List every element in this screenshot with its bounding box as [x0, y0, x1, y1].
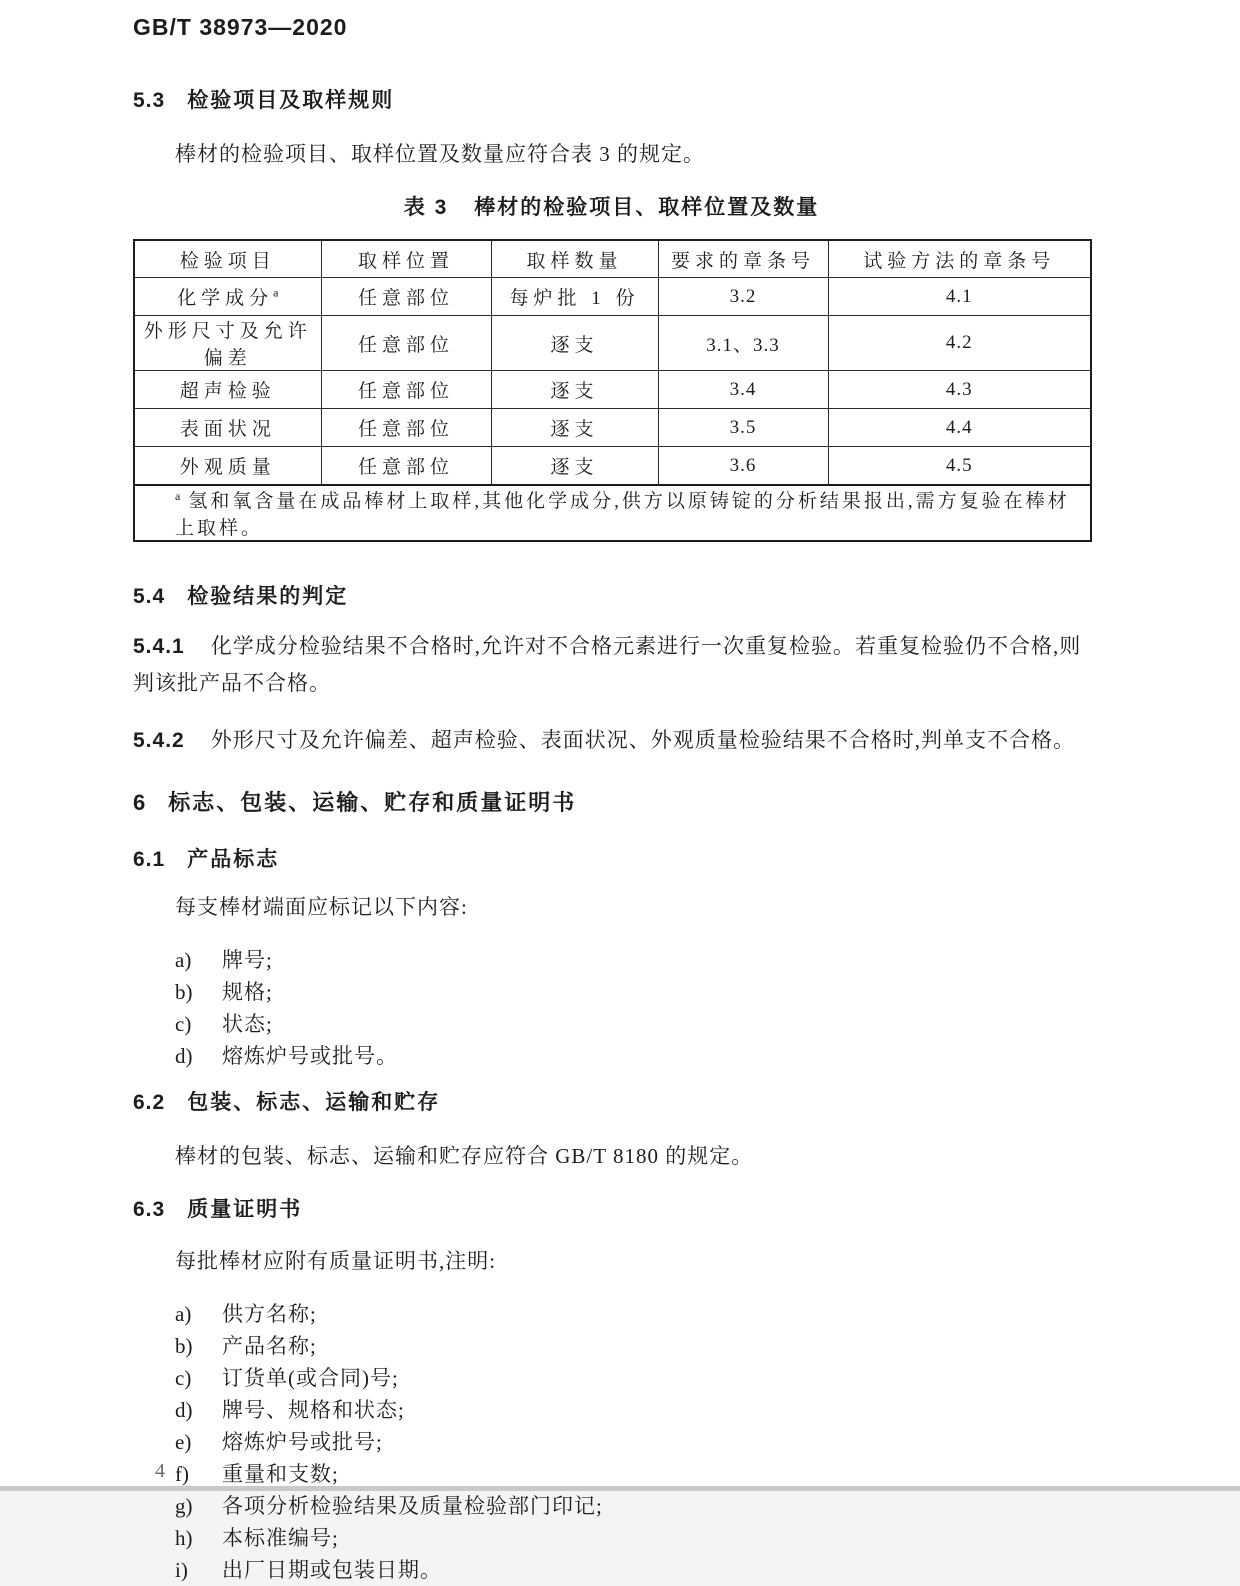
cell-quantity: 逐支	[491, 409, 658, 447]
table-3-caption-label: 表 3	[403, 196, 449, 219]
table-footnote-row	[134, 485, 1091, 541]
cell-test-method: 4.1	[828, 278, 1091, 316]
list-item-label: b)	[175, 980, 193, 1004]
section-6-3-title: 质量证明书	[187, 1198, 303, 1221]
cell-position: 任意部位	[321, 447, 491, 486]
list-item-label: c)	[175, 1366, 192, 1390]
footnote-text: 氢和氧含量在成品棒材上取样,其他化学成分,供方以原铸锭的分析结果报出,需方复验在棒材上取样。	[175, 491, 1070, 539]
list-item-text: 重量和支数;	[222, 1462, 339, 1486]
list-item-label: g)	[175, 1494, 193, 1518]
section-6-2-title: 包装、标志、运输和贮存	[187, 1091, 441, 1114]
list-item	[133, 1458, 1090, 1490]
section-6-2-heading	[133, 1088, 1090, 1118]
section-6-3-number: 6.3	[133, 1198, 166, 1221]
page-number: 4	[155, 1460, 165, 1482]
list-item-text: 产品名称;	[222, 1334, 317, 1358]
clause-5-4-2-text: 外形尺寸及允许偏差、超声检验、表面状况、外观质量检验结果不合格时,判单支不合格。	[210, 728, 1075, 752]
cell-test-method: 4.4	[828, 409, 1091, 447]
footnote-superscript: a	[175, 488, 181, 503]
table-row	[134, 409, 1091, 447]
list-item	[133, 1040, 1090, 1072]
list-item-text: 各项分析检验结果及质量检验部门印记;	[222, 1494, 603, 1518]
col-header-requirement: 要求的章条号	[658, 240, 828, 278]
table-row	[134, 447, 1091, 486]
cell-test-method: 4.3	[828, 371, 1091, 409]
cell-item-text: 化学成分	[177, 288, 274, 309]
list-item	[133, 1298, 1090, 1330]
cell-position: 任意部位	[321, 316, 491, 371]
section-5-4-title: 检验结果的判定	[187, 585, 349, 608]
clause-5-4-1-number: 5.4.1	[133, 635, 185, 658]
section-6-1-number: 6.1	[133, 848, 166, 871]
section-5-3-title: 检验项目及取样规则	[187, 89, 395, 112]
certificate-items-list	[133, 1298, 1090, 1586]
list-item	[133, 1490, 1090, 1522]
list-item-text: 熔炼炉号或批号;	[222, 1430, 383, 1454]
list-item-label: h)	[175, 1526, 193, 1550]
section-5-3-intro: 棒材的检验项目、取样位置及数量应符合表 3 的规定。	[175, 142, 705, 166]
col-header-position: 取样位置	[321, 240, 491, 278]
section-5-3-heading	[133, 86, 1090, 116]
list-item	[133, 1394, 1090, 1426]
section-6-heading	[133, 787, 1090, 819]
list-item-text: 状态;	[222, 1012, 273, 1036]
list-item-label: e)	[175, 1430, 192, 1454]
cell-item-superscript: a	[273, 285, 279, 300]
cell-test-method: 4.5	[828, 447, 1091, 486]
list-item-label: i)	[175, 1558, 188, 1582]
list-item	[133, 1362, 1090, 1394]
section-5-3-number: 5.3	[133, 89, 166, 112]
cell-item	[134, 278, 321, 316]
list-item-label: a)	[175, 1302, 192, 1326]
cell-test-method: 4.2	[828, 316, 1091, 371]
standard-number-header: GB/T 38973—2020	[133, 14, 348, 40]
list-item-label: d)	[175, 1044, 193, 1068]
table-row	[134, 278, 1091, 316]
page-content	[133, 0, 1090, 1586]
section-6-title: 标志、包装、运输、贮存和质量证明书	[168, 790, 577, 815]
list-item	[133, 1554, 1090, 1586]
cell-item: 外形尺寸及允许偏差	[134, 316, 321, 371]
cell-position: 任意部位	[321, 278, 491, 316]
list-item-label: f)	[175, 1462, 189, 1486]
list-item-text: 订货单(或合同)号;	[222, 1366, 399, 1390]
list-item-text: 供方名称;	[222, 1302, 317, 1326]
col-header-test-method: 试验方法的章条号	[828, 240, 1091, 278]
cell-quantity: 每炉批 1 份	[491, 278, 658, 316]
cell-item: 超声检验	[134, 371, 321, 409]
list-item-text: 出厂日期或包装日期。	[222, 1558, 442, 1582]
section-6-1-intro: 每支棒材端面应标记以下内容:	[175, 895, 468, 919]
col-header-quantity: 取样数量	[491, 240, 658, 278]
marking-items-list	[133, 944, 1090, 1072]
cell-requirement: 3.6	[658, 447, 828, 486]
section-6-3-heading	[133, 1195, 1090, 1225]
clause-5-4-2-number: 5.4.2	[133, 729, 185, 752]
table-row	[134, 316, 1091, 371]
list-item	[133, 1330, 1090, 1362]
cell-position: 任意部位	[321, 371, 491, 409]
cell-position: 任意部位	[321, 409, 491, 447]
list-item-label: a)	[175, 948, 192, 972]
section-6-number: 6	[133, 790, 147, 815]
section-6-3-intro: 每批棒材应附有质量证明书,注明:	[175, 1249, 497, 1273]
list-item-text: 牌号、规格和状态;	[222, 1398, 405, 1422]
cell-item: 表面状况	[134, 409, 321, 447]
cell-quantity: 逐支	[491, 316, 658, 371]
list-item	[133, 976, 1090, 1008]
list-item-text: 本标准编号;	[222, 1526, 339, 1550]
cell-requirement: 3.2	[658, 278, 828, 316]
clause-5-4-1	[133, 628, 1090, 701]
section-6-2-body: 棒材的包装、标志、运输和贮存应符合 GB/T 8180 的规定。	[175, 1144, 754, 1168]
cell-requirement: 3.1、3.3	[658, 316, 828, 371]
cell-item: 外观质量	[134, 447, 321, 486]
cell-quantity: 逐支	[491, 371, 658, 409]
clause-5-4-1-text: 化学成分检验结果不合格时,允许对不合格元素进行一次重复检验。若重复检验仍不合格,则判该批产品不合格。	[133, 634, 1082, 695]
cell-requirement: 3.5	[658, 409, 828, 447]
table-3	[133, 239, 1092, 542]
list-item-label: c)	[175, 1012, 192, 1036]
list-item	[133, 1522, 1090, 1554]
list-item-label: b)	[175, 1334, 193, 1358]
cell-requirement: 3.4	[658, 371, 828, 409]
table-footnote	[134, 485, 1091, 541]
table-row	[134, 371, 1091, 409]
table-header-row	[134, 240, 1091, 278]
table-3-caption	[133, 193, 1090, 223]
list-item-text: 规格;	[222, 980, 273, 1004]
col-header-item: 检验项目	[134, 240, 321, 278]
table-3-caption-title: 棒材的检验项目、取样位置及数量	[474, 196, 820, 219]
list-item-label: d)	[175, 1398, 193, 1422]
list-item-text: 牌号;	[222, 948, 273, 972]
list-item	[133, 1008, 1090, 1040]
list-item	[133, 944, 1090, 976]
section-6-1-heading	[133, 845, 1090, 875]
section-5-4-number: 5.4	[133, 585, 166, 608]
section-6-2-number: 6.2	[133, 1091, 166, 1114]
section-5-4-heading	[133, 582, 1090, 612]
list-item	[133, 1426, 1090, 1458]
list-item-text: 熔炼炉号或批号。	[222, 1044, 398, 1068]
clause-5-4-2	[133, 722, 1090, 759]
section-6-1-title: 产品标志	[187, 848, 280, 871]
cell-quantity: 逐支	[491, 447, 658, 486]
